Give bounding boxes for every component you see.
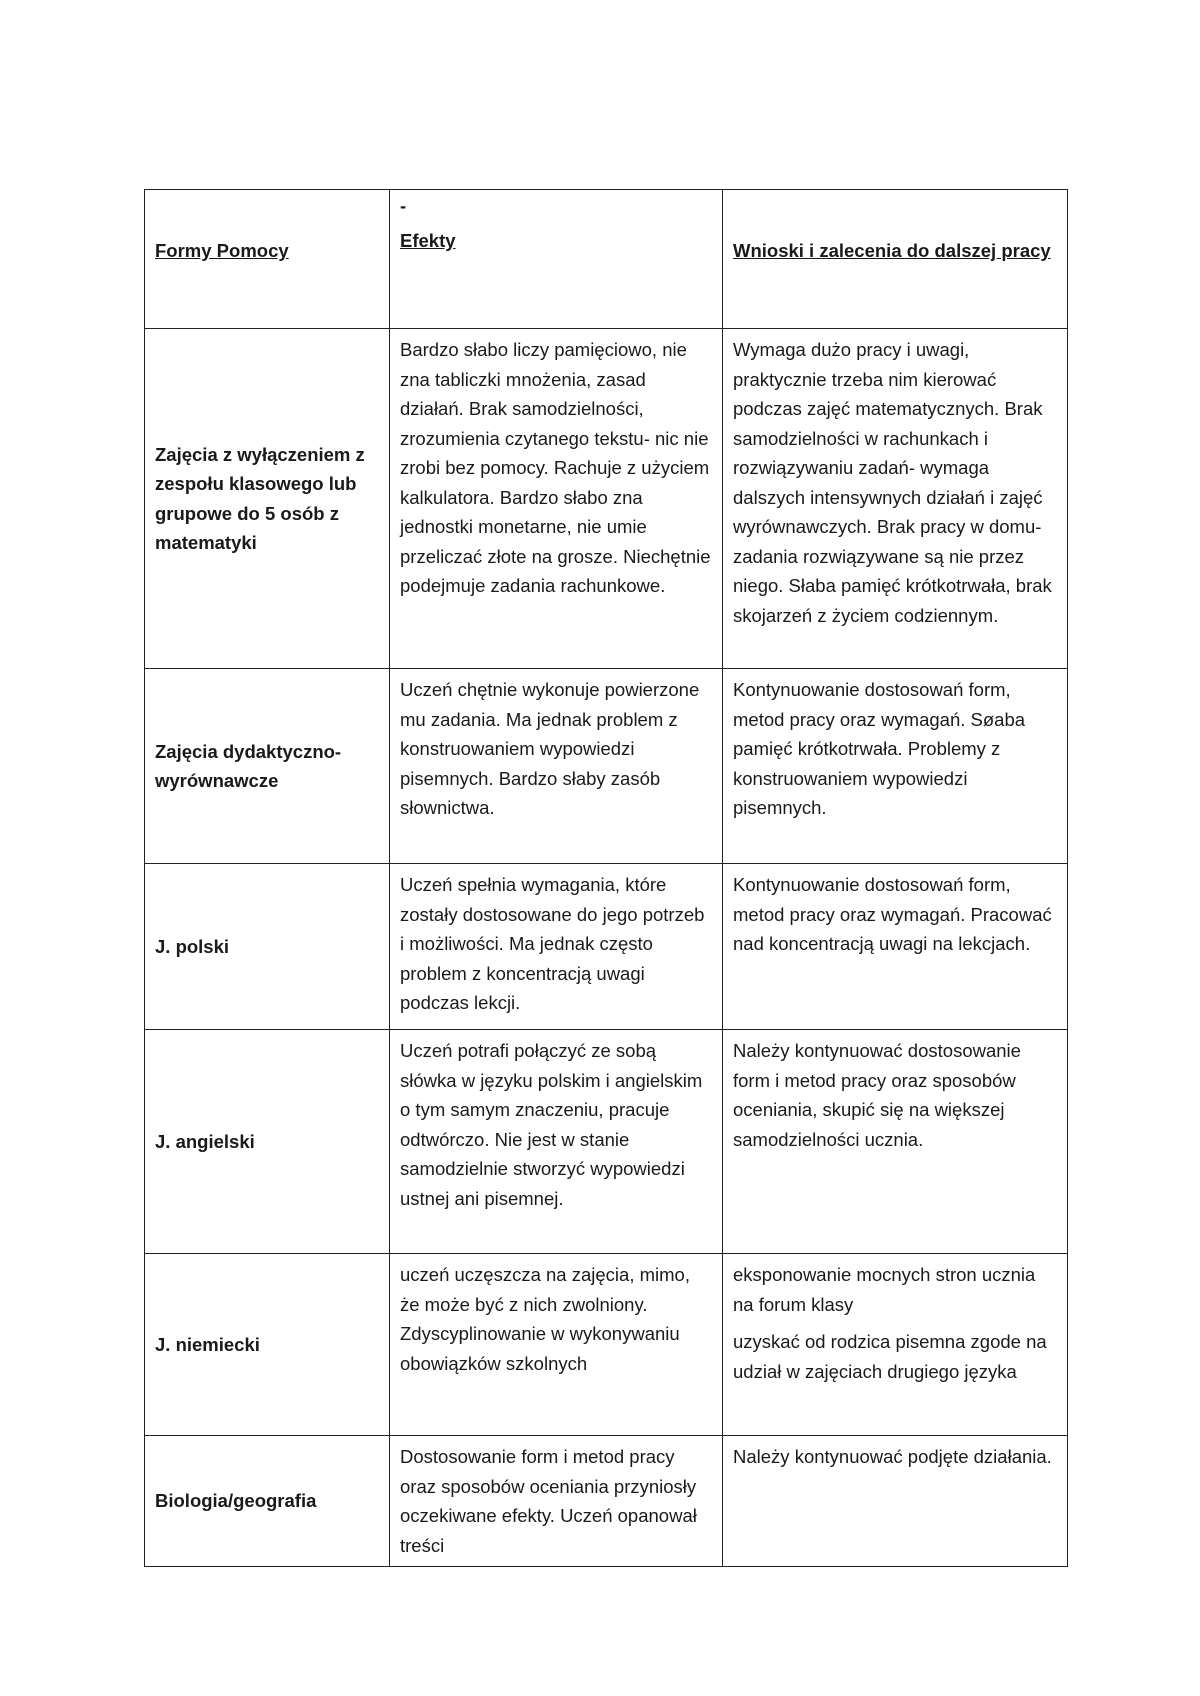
conclusions-cell: Kontynuowanie dostosowań form, metod pracy oraz wymagań. Pracować nad koncentracją uwagi na lekcjach. bbox=[723, 864, 1068, 1030]
table-row bbox=[145, 864, 1068, 1030]
table-row bbox=[145, 1436, 1068, 1567]
effects-cell: Dostosowanie form i metod pracy oraz sposobów oceniania przyniosły oczekiwane efekty. Uczeń opanował treści bbox=[390, 1436, 723, 1567]
form-cell: Biologia/geografia bbox=[145, 1436, 390, 1567]
conclusions-cell: Należy kontynuować podjęte działania. bbox=[723, 1436, 1068, 1567]
form-cell: J. polski bbox=[145, 864, 390, 1030]
header-forms-label: Formy Pomocy bbox=[155, 240, 289, 261]
header-effects-label: Efekty bbox=[400, 230, 456, 251]
header-effects-mark: - bbox=[400, 195, 407, 216]
table-row bbox=[145, 1030, 1068, 1254]
form-cell: J. angielski bbox=[145, 1030, 390, 1254]
effects-cell: Bardzo słabo liczy pamięciowo, nie zna tabliczki mnożenia, zasad działań. Brak samodzielności, zrozumienia czytanego tekstu- nic nie zrobi bez pomocy. Rachuje z użyciem kalkulatora. Bardzo słabo zna jednostki monetarne, nie umie przeliczać złote na grosze. Niechętnie podejmuje zadania rachunkowe. bbox=[390, 329, 723, 669]
table-row bbox=[145, 329, 1068, 669]
effects-cell: uczeń uczęszcza na zajęcia, mimo, że może być z nich zwolniony. Zdyscyplinowanie w wykonywaniu obowiązków szkolnych bbox=[390, 1254, 723, 1436]
header-cell-forms bbox=[145, 190, 390, 329]
form-cell: Zajęcia dydaktyczno-wyrównawcze bbox=[145, 669, 390, 864]
conclusions-paragraph: eksponowanie mocnych stron ucznia na forum klasy bbox=[733, 1264, 1036, 1315]
effects-cell: Uczeń spełnia wymagania, które zostały dostosowane do jego potrzeb i możliwości. Ma jednak często problem z koncentracją uwagi podczas lekcji. bbox=[390, 864, 723, 1030]
conclusions-cell: Należy kontynuować dostosowanie form i metod pracy oraz sposobów oceniania, skupić się na większej samodzielności ucznia. bbox=[723, 1030, 1068, 1254]
header-conclusions-label: Wnioski i zalecenia do dalszej pracy bbox=[733, 240, 1051, 261]
table-row bbox=[145, 669, 1068, 864]
header-cell-effects bbox=[390, 190, 723, 329]
effects-cell: Uczeń potrafi połączyć ze sobą słówka w języku polskim i angielskim o tym samym znaczeniu, pracuje odtwórczo. Nie jest w stanie samodzielnie stworzyć wypowiedzi ustnej ani pisemnej. bbox=[390, 1030, 723, 1254]
form-cell: J. niemiecki bbox=[145, 1254, 390, 1436]
support-forms-table bbox=[144, 189, 1068, 1567]
conclusions-cell bbox=[723, 1254, 1068, 1436]
effects-cell: Uczeń chętnie wykonuje powierzone mu zadania. Ma jednak problem z konstruowaniem wypowiedzi pisemnych. Bardzo słaby zasób słownictwa. bbox=[390, 669, 723, 864]
table-row bbox=[145, 1254, 1068, 1436]
form-cell: Zajęcia z wyłączeniem z zespołu klasowego lub grupowe do 5 osób z matematyki bbox=[145, 329, 390, 669]
table-header-row bbox=[145, 190, 1068, 329]
header-cell-conclusions bbox=[723, 190, 1068, 329]
conclusions-paragraph: uzyskać od rodzica pisemna zgode na udział w zajęciach drugiego języka bbox=[733, 1331, 1047, 1382]
conclusions-cell: Kontynuowanie dostosowań form, metod pracy oraz wymagań. Søaba pamięć krótkotrwała. Problemy z konstruowaniem wypowiedzi pisemnych. bbox=[723, 669, 1068, 864]
conclusions-cell: Wymaga dużo pracy i uwagi, praktycznie trzeba nim kierować podczas zajęć matematycznych. Brak samodzielności w rachunkach i rozwiązywaniu zadań- wymaga dalszych intensywnych działań i zajęć wyrównawczych. Brak pracy w domu- zadania rozwiązywane są nie przez niego. Słaba pamięć krótkotrwała, brak skojarzeń z życiem codziennym. bbox=[723, 329, 1068, 669]
